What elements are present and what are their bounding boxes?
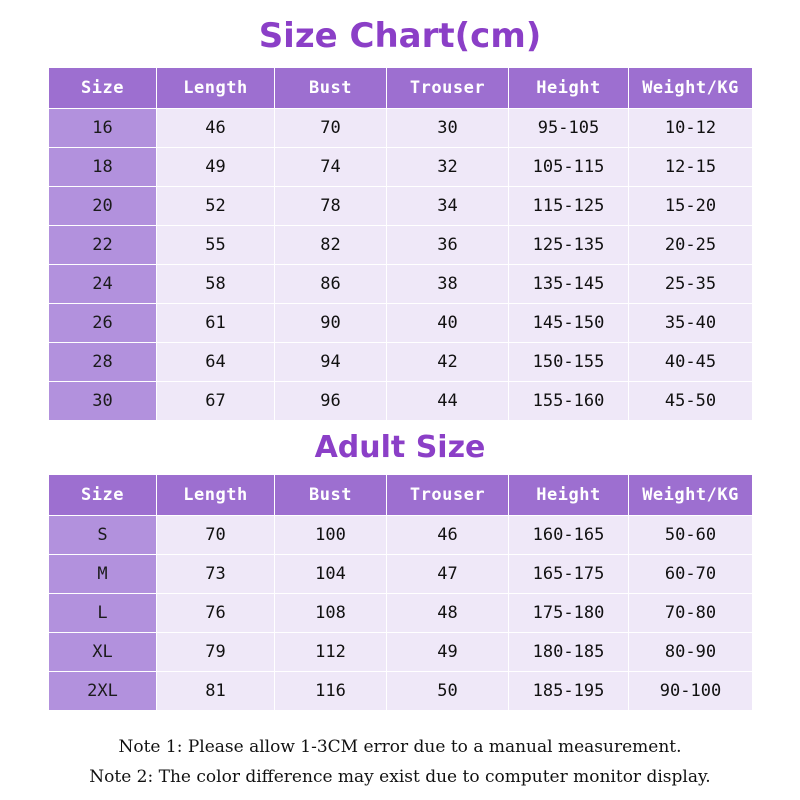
cell-height: 150-155 — [509, 343, 629, 382]
cell-bust: 96 — [275, 382, 387, 421]
cell-length: 49 — [157, 148, 275, 187]
cell-trouser: 40 — [387, 304, 509, 343]
cell-trouser: 36 — [387, 226, 509, 265]
cell-bust: 82 — [275, 226, 387, 265]
cell-trouser: 38 — [387, 265, 509, 304]
cell-height: 165-175 — [509, 555, 629, 594]
cell-length: 55 — [157, 226, 275, 265]
table-row — [49, 594, 753, 633]
cell-size: 28 — [49, 343, 157, 382]
cell-trouser: 44 — [387, 382, 509, 421]
cell-length: 46 — [157, 109, 275, 148]
cell-height: 175-180 — [509, 594, 629, 633]
cell-weight: 60-70 — [629, 555, 753, 594]
cell-weight: 50-60 — [629, 516, 753, 555]
cell-trouser: 34 — [387, 187, 509, 226]
cell-size: 24 — [49, 265, 157, 304]
cell-length: 79 — [157, 633, 275, 672]
cell-trouser: 42 — [387, 343, 509, 382]
column-header-trouser: Trouser — [387, 68, 509, 109]
table-row — [49, 516, 753, 555]
cell-bust: 74 — [275, 148, 387, 187]
cell-bust: 104 — [275, 555, 387, 594]
table-row — [49, 265, 753, 304]
cell-bust: 90 — [275, 304, 387, 343]
cell-size: M — [49, 555, 157, 594]
table-header-row — [49, 68, 753, 109]
cell-size: 20 — [49, 187, 157, 226]
cell-bust: 116 — [275, 672, 387, 711]
cell-height: 155-160 — [509, 382, 629, 421]
cell-bust: 100 — [275, 516, 387, 555]
table-row — [49, 633, 753, 672]
cell-height: 135-145 — [509, 265, 629, 304]
cell-length: 64 — [157, 343, 275, 382]
cell-bust: 86 — [275, 265, 387, 304]
column-header-length: Length — [157, 68, 275, 109]
column-header-bust: Bust — [275, 68, 387, 109]
cell-bust: 108 — [275, 594, 387, 633]
cell-size: XL — [49, 633, 157, 672]
notes-section — [48, 733, 752, 793]
cell-height: 95-105 — [509, 109, 629, 148]
cell-trouser: 49 — [387, 633, 509, 672]
cell-height: 160-165 — [509, 516, 629, 555]
cell-height: 125-135 — [509, 226, 629, 265]
cell-weight: 40-45 — [629, 343, 753, 382]
cell-length: 61 — [157, 304, 275, 343]
column-header-length: Length — [157, 475, 275, 516]
cell-length: 52 — [157, 187, 275, 226]
column-header-trouser: Trouser — [387, 475, 509, 516]
cell-size: 26 — [49, 304, 157, 343]
cell-trouser: 32 — [387, 148, 509, 187]
table-header-row — [49, 475, 753, 516]
cell-height: 185-195 — [509, 672, 629, 711]
cell-size: 18 — [49, 148, 157, 187]
kids-size-table — [48, 67, 753, 421]
cell-weight: 10-12 — [629, 109, 753, 148]
column-header-height: Height — [509, 475, 629, 516]
cell-size: 30 — [49, 382, 157, 421]
column-header-bust: Bust — [275, 475, 387, 516]
cell-length: 58 — [157, 265, 275, 304]
cell-weight: 70-80 — [629, 594, 753, 633]
table-row — [49, 304, 753, 343]
cell-trouser: 50 — [387, 672, 509, 711]
cell-length: 73 — [157, 555, 275, 594]
table-row — [49, 343, 753, 382]
page-title: Size Chart(cm) — [258, 16, 542, 56]
note-1: Note 1: Please allow 1-3CM error due to a manual measurement. — [118, 737, 682, 758]
cell-weight: 25-35 — [629, 265, 753, 304]
column-header-size: Size — [49, 68, 157, 109]
cell-trouser: 48 — [387, 594, 509, 633]
cell-height: 115-125 — [509, 187, 629, 226]
cell-length: 76 — [157, 594, 275, 633]
cell-weight: 20-25 — [629, 226, 753, 265]
table-row — [49, 148, 753, 187]
cell-height: 105-115 — [509, 148, 629, 187]
cell-trouser: 30 — [387, 109, 509, 148]
cell-size: 16 — [49, 109, 157, 148]
cell-height: 180-185 — [509, 633, 629, 672]
cell-bust: 94 — [275, 343, 387, 382]
cell-size: 22 — [49, 226, 157, 265]
cell-size: S — [49, 516, 157, 555]
cell-weight: 35-40 — [629, 304, 753, 343]
cell-bust: 112 — [275, 633, 387, 672]
table-row — [49, 226, 753, 265]
cell-bust: 78 — [275, 187, 387, 226]
table-row — [49, 382, 753, 421]
column-header-weight: Weight/KG — [629, 68, 753, 109]
cell-height: 145-150 — [509, 304, 629, 343]
column-header-height: Height — [509, 68, 629, 109]
column-header-weight: Weight/KG — [629, 475, 753, 516]
cell-length: 81 — [157, 672, 275, 711]
adult-section-title: Adult Size — [314, 430, 486, 466]
adult-size-table — [48, 474, 753, 711]
cell-size: L — [49, 594, 157, 633]
cell-size: 2XL — [49, 672, 157, 711]
cell-bust: 70 — [275, 109, 387, 148]
cell-weight: 12-15 — [629, 148, 753, 187]
table-row — [49, 109, 753, 148]
table-row — [49, 672, 753, 711]
cell-weight: 45-50 — [629, 382, 753, 421]
cell-weight: 15-20 — [629, 187, 753, 226]
table-row — [49, 187, 753, 226]
column-header-size: Size — [49, 475, 157, 516]
cell-length: 67 — [157, 382, 275, 421]
cell-length: 70 — [157, 516, 275, 555]
cell-trouser: 47 — [387, 555, 509, 594]
cell-trouser: 46 — [387, 516, 509, 555]
table-row — [49, 555, 753, 594]
cell-weight: 90-100 — [629, 672, 753, 711]
note-2: Note 2: The color difference may exist due to computer monitor display. — [89, 767, 711, 788]
cell-weight: 80-90 — [629, 633, 753, 672]
